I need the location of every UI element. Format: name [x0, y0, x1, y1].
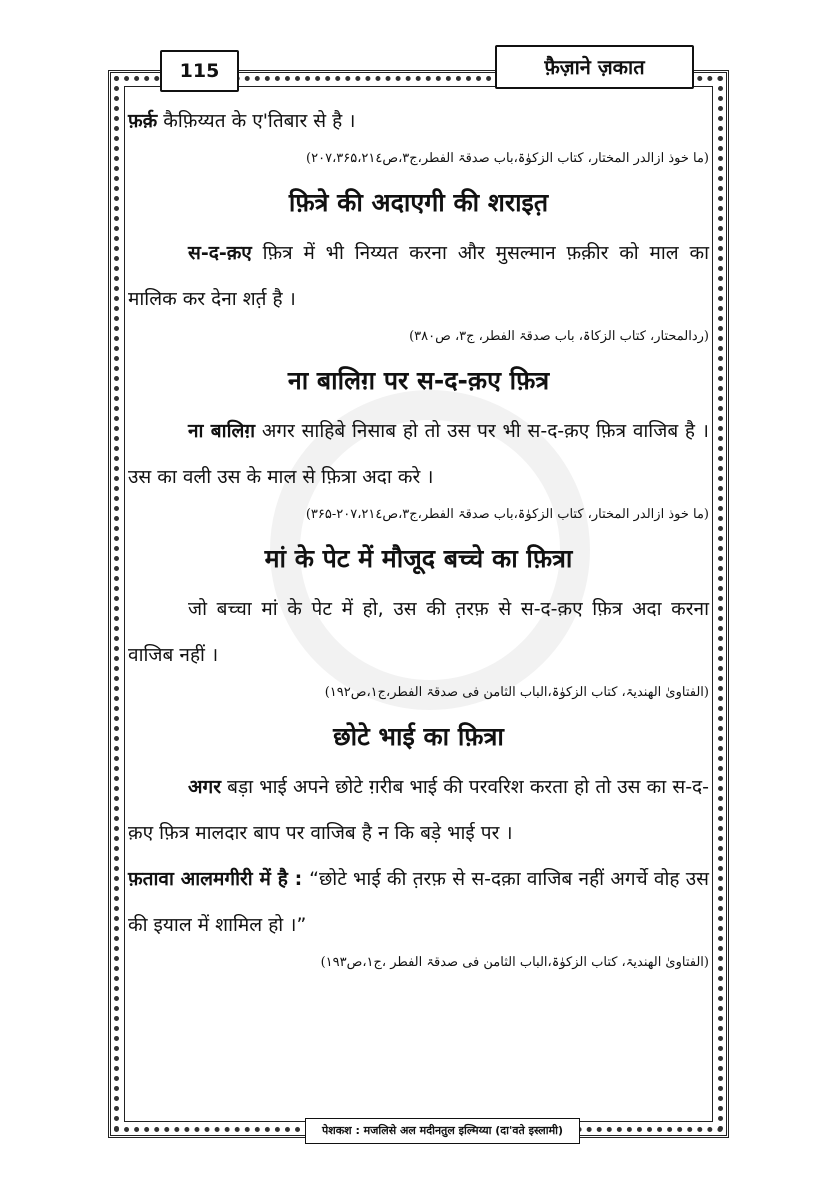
footer-publisher: पेशकश : मजलिसे अल मदीनतुल इल्मिय्या (दा'वते इस्लामी)	[305, 1118, 580, 1144]
paragraph-5-bold: अगर	[188, 776, 221, 798]
book-title: फ़ैज़ाने ज़कात	[495, 45, 694, 89]
reference-4: (الفتاویٰ الھندیۃ، کتاب الزکوٰۃ،الباب الثامن فی صدقۃ الفطر،ج۱،ص۱۹۲)	[324, 685, 709, 700]
paragraph-1-bold: फ़र्क़	[128, 110, 158, 132]
paragraph-5	[128, 764, 709, 856]
reference-3: (ما خوذ ازالدر المختار، کتاب الزکوٰۃ،باب صدقۃ الفطر،ج۳،ص۲۰۷،۲۱٤-۳۶۵)	[305, 507, 709, 522]
paragraph-1-text: कैफ़िय्यत के ए'तिबार से है ।	[157, 110, 356, 132]
paragraph-5-text: बड़ा भाई अपने छोटे ग़रीब भाई की परवरिश करता हो तो उस का स-द-क़ए फ़ित्र मालदार बाप पर वाजिब है न कि बड़े भाई पर ।	[128, 776, 709, 844]
paragraph-2-bold: स-द-क़ए	[188, 242, 252, 264]
heading-fitra-conditions: फ़ित्रे की अदाएगी की शराइत़	[288, 188, 549, 217]
paragraph-1	[128, 98, 709, 144]
heading-unborn-child-fitra: मां के पेट में मौजूद बच्चे का फ़ित्रा	[264, 544, 573, 573]
paragraph-6-quote: “छोटे भाई की त़रफ़ से स-दक़ा वाजिब नहीं अगर्चे वोह उस की इयाल में शामिल हो ।”	[128, 868, 709, 936]
paragraph-3	[128, 408, 709, 500]
reference-1: (ما خوذ ازالدر المختار، کتاب الزکوٰۃ،باب صدقۃ الفطر،ج۳،ص۲۰۷،۳۶۵،۲۱٤)	[306, 151, 709, 166]
heading-younger-brother-fitra: छोटे भाई का फ़ित्रा	[333, 722, 504, 751]
reference-2: (ردالمحتار، کتاب الزکاۃ، باب صدقۃ الفطر، ج۳، ص۳۸۰)	[409, 329, 709, 344]
paragraph-4: जो बच्चा मां के पेट में हो, उस की त़रफ़ से स-द-क़ए फ़ित्र अदा करना वाजिब नहीं ।	[128, 598, 709, 666]
heading-minor-fitra: ना बालिग़ पर स-द-क़ए फ़ित्र	[287, 366, 550, 395]
reference-5: (الفتاویٰ الھندیۃ، کتاب الزکوٰۃ،الباب الثامن فی صدقۃ الفطر ،ج۱،ص۱۹۳)	[320, 955, 709, 970]
paragraph-2-text: फ़ित्र में भी निय्यत करना और मुसल्मान फ़क़ीर को माल का मालिक कर देना शर्त़ है ।	[128, 242, 709, 310]
paragraph-2	[128, 230, 709, 322]
paragraph-3-text: अगर साहिबे निसाब हो तो उस पर भी स-द-क़ए फ़ित्र वाजिब है । उस का वली उस के माल से फ़ित्रा अदा करे ।	[128, 420, 709, 488]
page-content	[128, 98, 709, 980]
paragraph-6-bold: फ़तावा आलमगीरी में है :	[128, 868, 310, 890]
page-number: 115	[160, 50, 239, 92]
paragraph-3-bold: ना बालिग़	[188, 420, 256, 442]
paragraph-6	[128, 856, 709, 948]
